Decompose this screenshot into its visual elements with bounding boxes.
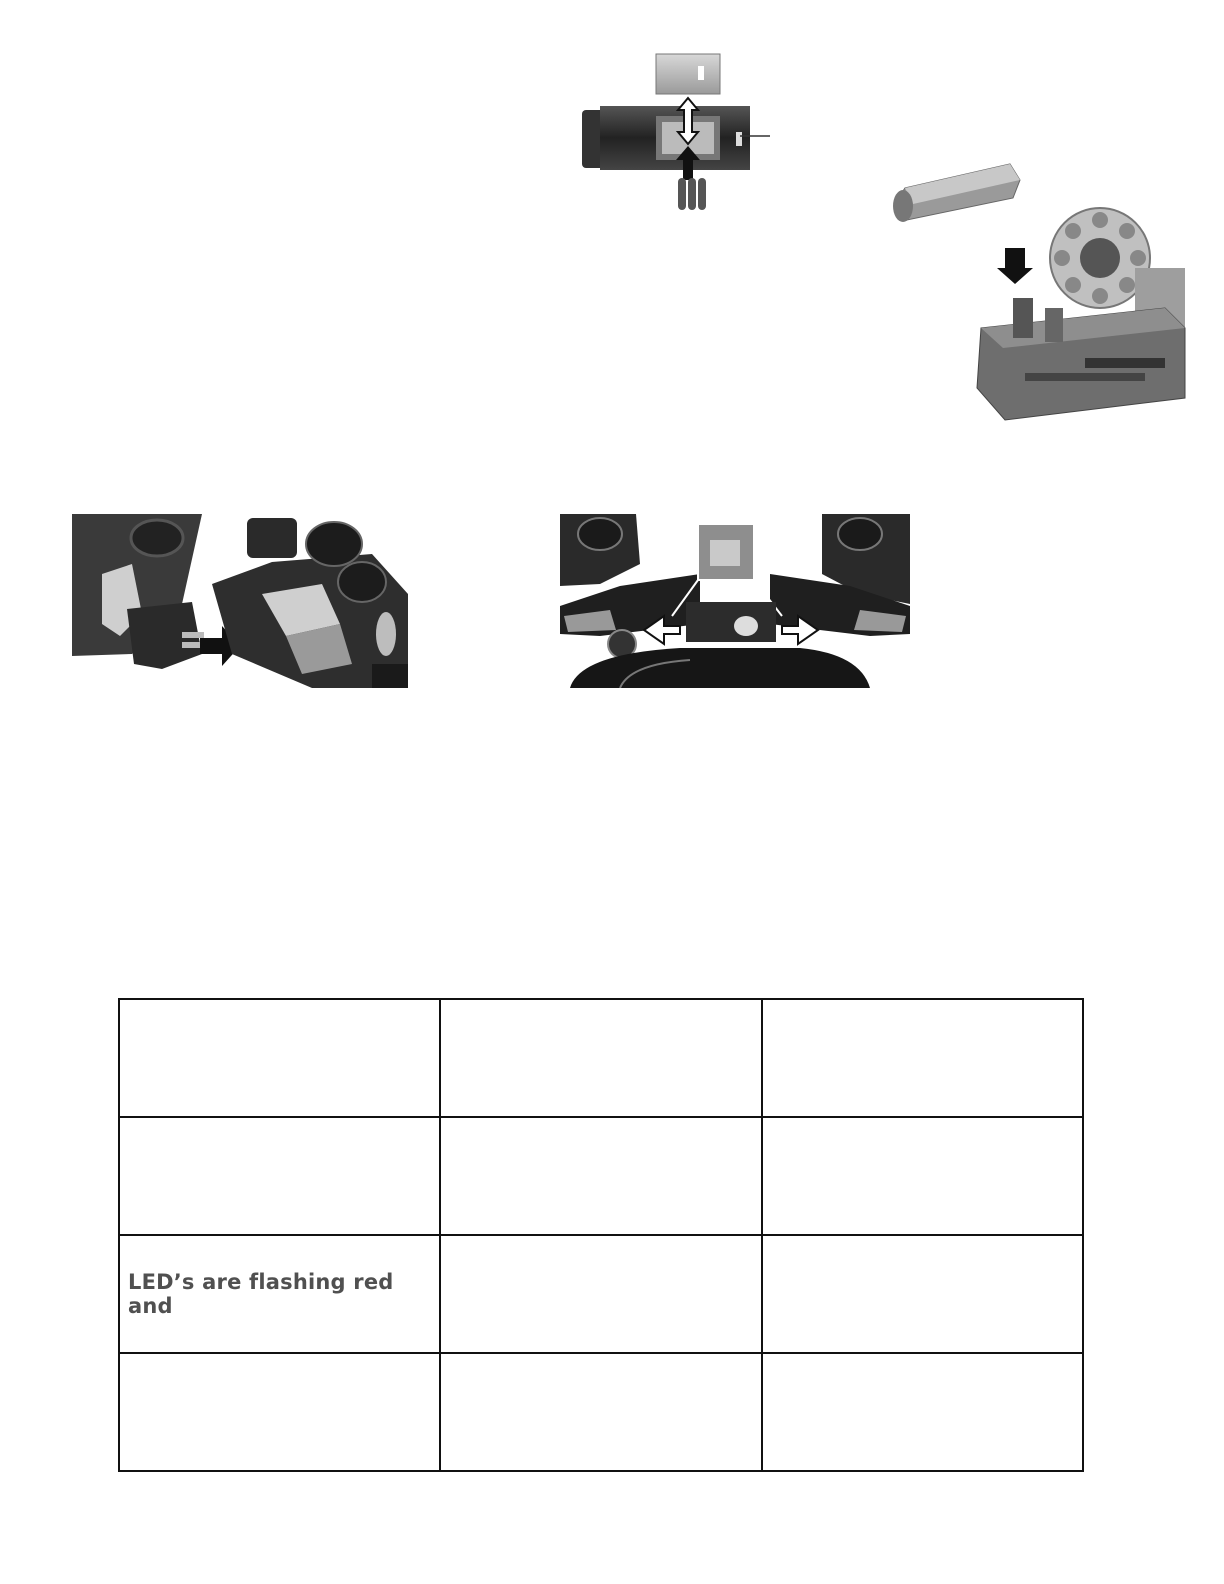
table-cell <box>762 1235 1083 1353</box>
table-cell <box>440 1117 761 1235</box>
table-row <box>119 999 1083 1117</box>
table-cell <box>762 1353 1083 1471</box>
slide-apart-figure <box>560 514 910 688</box>
table-cell <box>762 1117 1083 1235</box>
slide-apart-icon <box>560 514 910 688</box>
table-cell <box>762 999 1083 1117</box>
table-cell-problem: LED’s are flashing red and <box>119 1235 440 1353</box>
cartridge-exploded-figure <box>570 48 780 218</box>
cartridge-exploded-icon <box>570 48 780 218</box>
drum-loading-figure <box>885 158 1195 423</box>
table-cell <box>440 1235 761 1353</box>
table-cell <box>440 1353 761 1471</box>
drum-loading-icon <box>885 158 1195 423</box>
table-cell <box>119 1353 440 1471</box>
table-cell <box>119 999 440 1117</box>
table-row <box>119 1353 1083 1471</box>
accessory-insert-figure <box>72 514 408 688</box>
table-cell <box>119 1117 440 1235</box>
table-cell <box>440 999 761 1117</box>
table-row <box>119 1235 1083 1353</box>
table-row <box>119 1117 1083 1235</box>
troubleshooting-table <box>118 998 1084 1472</box>
accessory-insert-icon <box>72 514 408 688</box>
